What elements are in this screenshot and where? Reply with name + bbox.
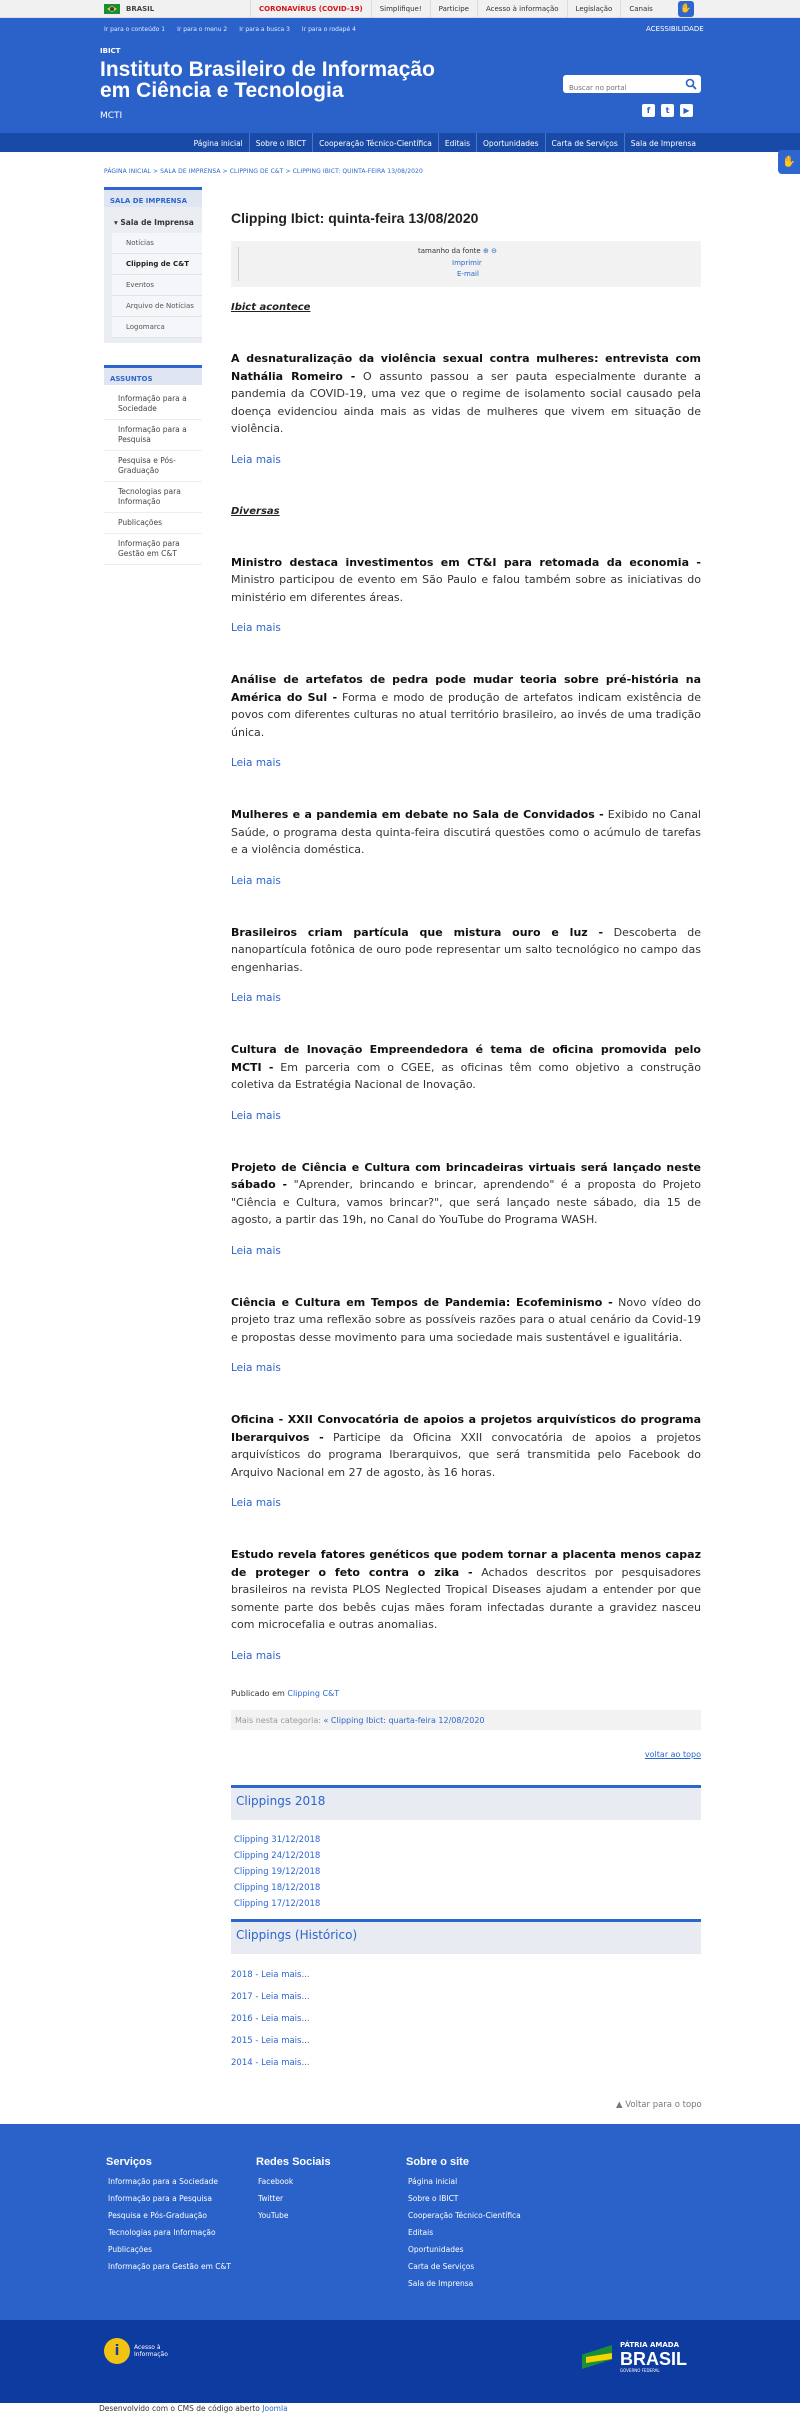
simplifique-link[interactable]: Simplifique! xyxy=(371,0,430,18)
footer-link[interactable]: Carta de Serviços xyxy=(408,2262,475,2271)
email-link[interactable]: E-mail xyxy=(457,270,479,278)
article-title: Projeto de Ciência e Cultura com brincadeiras virtuais será lançado neste sábado - xyxy=(231,1160,701,1191)
list-item[interactable]: Clipping 31/12/2018 xyxy=(234,1834,321,1845)
tools-divider xyxy=(238,247,239,281)
list-item[interactable]: Clipping 18/12/2018 xyxy=(234,1882,321,1893)
skip-to-search[interactable]: Ir para a busca 3 xyxy=(239,26,290,33)
article-summary: "Aprender, brincando e brincar, aprendendo" é a proposta do Projeto "Ciência e Cultura, vamos brincar?", que será lançado neste sábado, dia 15 de agosto, a partir das 19h, no Canal do YouTube do Programa WASH. xyxy=(231,1178,701,1226)
footer-link[interactable]: Informação para Gestão em C&T xyxy=(108,2262,231,2271)
sidebar-item-tecnologias[interactable]: Tecnologias para Informação xyxy=(104,482,202,513)
main-content xyxy=(231,187,701,2080)
footer-link[interactable]: Cooperação Técnico-Científica xyxy=(408,2211,521,2220)
article-summary: Novo vídeo do projeto traz uma reflexão sobre as possíveis razões para o atual cenário da Covid-19 e propostas desse movimento para uma sociedade mais sustentável e igualitária. xyxy=(231,1295,701,1344)
article-title: Oficina - XXII Convocatória de apoios a projetos arquivísticos do programa Iberarquivos - xyxy=(231,1413,701,1444)
read-more-link[interactable]: Leia mais xyxy=(231,1497,281,1509)
read-more-link[interactable]: Leia mais xyxy=(231,622,281,634)
site-subtitle: MCTI xyxy=(100,111,123,121)
footer-link[interactable]: Pesquisa e Pós-Graduação xyxy=(108,2211,207,2220)
read-more-link[interactable]: Leia mais xyxy=(231,1109,281,1122)
sidebar-item-eventos[interactable]: Eventos xyxy=(112,275,202,296)
sidebar-item-pos-graduacao[interactable]: Pesquisa e Pós-Graduação xyxy=(104,451,202,482)
article-item xyxy=(231,350,701,438)
footer-heading: Sobre o site xyxy=(406,2156,469,2168)
sidebar-item-publicacoes[interactable]: Publicações xyxy=(104,513,202,534)
article-item xyxy=(231,1294,701,1347)
section-heading: Ibict acontece xyxy=(231,302,311,313)
vlibras-icon[interactable]: ✋ xyxy=(678,1,694,17)
footer-redes-sociais xyxy=(256,2156,376,2228)
article-title: Cultura de Inovação Empreendedora é tema de oficina promovida pelo MCTI - xyxy=(231,1043,701,1074)
list-item[interactable]: Clipping 19/12/2018 xyxy=(234,1866,321,1877)
skip-to-footer[interactable]: Ir para o rodapé 4 xyxy=(301,26,356,33)
clippings-historic-header: Clippings (Histórico) xyxy=(231,1919,701,1954)
footer-link[interactable]: Publicações xyxy=(108,2245,153,2254)
font-size-control xyxy=(418,247,497,255)
footer-heading: Serviços xyxy=(106,2156,152,2168)
nav-cooperacao[interactable]: Cooperação Técnico-Científica xyxy=(312,133,438,152)
article-title: Mulheres e a pandemia em debate no Sala de Convidados - xyxy=(231,808,604,821)
read-more-link[interactable]: Leia mais xyxy=(231,453,281,466)
sidebar-item-sala-imprensa[interactable]: ▾ Sala de Imprensa xyxy=(114,218,194,227)
acesso-informacao-icon[interactable]: i xyxy=(104,2338,130,2364)
read-more-link[interactable]: Leia mais xyxy=(231,1649,281,1662)
sidebar-item-gestao[interactable]: Informação para Gestão em C&T xyxy=(104,534,202,565)
list-item[interactable]: 2015 - Leia mais... xyxy=(231,2035,310,2046)
search-box xyxy=(563,75,701,93)
search-input[interactable] xyxy=(563,79,679,97)
footer-link[interactable]: Página inicial xyxy=(408,2177,458,2186)
sidebar-press-menu xyxy=(104,207,202,343)
article-title: Brasileiros criam partícula que mistura ouro e luz - xyxy=(231,925,604,939)
article-summary: Em parceria com o CGEE, as oficinas têm como objetivo a construção coletiva da Estratégia Nacional de Inovação. xyxy=(231,1060,702,1091)
font-size-label: tamanho da fonte xyxy=(418,247,481,255)
article-summary: Achados descritos por pesquisadores brasileiros na revista PLOS Neglected Tropical Diseases ajudam a entender por que somente parte dos bebês cujas mães foram infectadas durante a gravidez nasceu com microcefalia e outras anomalias. xyxy=(231,1565,701,1631)
article-item xyxy=(231,671,701,741)
clippings-2018-header: Clippings 2018 xyxy=(231,1785,701,1820)
footer-link[interactable]: Twitter xyxy=(258,2194,284,2203)
article-item xyxy=(231,806,701,859)
article-item xyxy=(231,554,701,607)
list-item[interactable]: 2017 - Leia mais... xyxy=(231,1991,310,2002)
sidebar-subjects-header: ASSUNTOS xyxy=(104,365,202,385)
article-title: A desnaturalização da violência sexual contra mulheres: entrevista com Nathália Romeiro - xyxy=(231,352,701,383)
government-bar xyxy=(0,0,800,18)
search-icon[interactable] xyxy=(685,78,697,90)
site-header xyxy=(0,18,800,133)
covid-link[interactable]: CORONAVÍRUS (COVID-19) xyxy=(250,0,371,18)
article-item xyxy=(231,1041,701,1094)
social-icons xyxy=(642,104,693,117)
previous-clipping-link[interactable]: « Clipping Ibict: quarta-feira 12/08/2020 xyxy=(323,1715,485,1725)
sidebar-item-arquivo[interactable]: Arquivo de Notícias xyxy=(112,296,202,317)
read-more-link[interactable]: Leia mais xyxy=(231,1362,281,1374)
skip-links xyxy=(104,26,356,33)
list-item[interactable]: Clipping 17/12/2018 xyxy=(234,1898,321,1909)
footer-link[interactable]: Oportunidades xyxy=(408,2245,464,2254)
read-more-link[interactable]: Leia mais xyxy=(231,992,281,1004)
clippings-historic-list xyxy=(231,1954,701,2068)
patria-amada-brasil-logo[interactable] xyxy=(582,2339,692,2375)
article-summary: Forma e modo de produção de artefatos indicam existência de povos com diferentes culturas no atual território brasileiro, ao invés de uma tradição única. xyxy=(231,690,701,739)
sidebar-item-noticias[interactable]: Notícias xyxy=(112,233,202,254)
list-item[interactable]: 2014 - Leia mais... xyxy=(231,2057,310,2068)
left-sidebar xyxy=(104,187,202,569)
article-title: Ministro destaca investimentos em CT&I para retomada da economia - xyxy=(231,555,701,569)
youtube-icon[interactable]: ▶ xyxy=(680,104,693,117)
canais-link[interactable]: Canais xyxy=(620,0,661,18)
footer-link[interactable]: Informação para a Pesquisa xyxy=(108,2194,213,2203)
list-item[interactable]: 2016 - Leia mais... xyxy=(231,2013,310,2024)
list-item[interactable]: Clipping 24/12/2018 xyxy=(234,1850,321,1861)
government-links xyxy=(250,0,661,18)
list-item[interactable]: 2018 - Leia mais... xyxy=(231,1969,310,1980)
nav-sobre-ibict[interactable]: Sobre o IBICT xyxy=(249,133,312,152)
published-in xyxy=(231,1689,701,1698)
clippings-2018-list xyxy=(231,1820,701,1909)
skip-to-content[interactable]: Ir para o conteúdo 1 xyxy=(104,26,166,33)
zoom-in-icon[interactable]: ⊕ xyxy=(482,247,489,255)
article-title: Ciência e Cultura em Tempos de Pandemia: Ecofeminismo - xyxy=(231,1295,613,1309)
acesso-informacao-label xyxy=(134,2344,168,2358)
read-more-link[interactable]: Leia mais xyxy=(231,757,281,769)
more-in-category xyxy=(231,1710,701,1730)
brazil-flag-icon xyxy=(104,4,120,14)
section-heading: Diversas xyxy=(231,505,280,517)
sidebar-press-header: SALA DE IMPRENSA xyxy=(104,187,202,207)
main-navigation xyxy=(0,133,800,152)
participe-link[interactable]: Participe xyxy=(430,0,477,18)
nav-oportunidades[interactable]: Oportunidades xyxy=(476,133,545,152)
acesso-informacao-link[interactable]: Acesso à informação xyxy=(477,0,567,18)
article-title: Estudo revela fatores genéticos que podem tornar a placenta menos capaz de proteger o feto contra o zika - xyxy=(231,1548,701,1579)
sidebar-item-pesquisa[interactable]: Informação para a Pesquisa xyxy=(104,420,202,451)
sidebar-item-label: Sala de Imprensa xyxy=(120,218,194,227)
nav-sala-imprensa[interactable]: Sala de Imprensa xyxy=(624,133,702,152)
article-summary: Ministro participou de evento em São Paulo e falou também sobre as iniciativas do ministério em diferentes áreas. xyxy=(231,573,701,604)
nav-carta-servicos[interactable]: Carta de Serviços xyxy=(545,133,624,152)
sidebar-subjects-menu xyxy=(104,385,202,569)
sidebar-item-clipping[interactable]: Clipping de C&T xyxy=(112,254,202,275)
brasil-link[interactable]: BRASIL xyxy=(126,5,155,13)
article-item xyxy=(231,924,701,977)
accessibility-link[interactable]: ACESSIBILIDADE xyxy=(646,25,704,33)
footer-bottom xyxy=(0,2320,800,2403)
footer-link[interactable]: Sala de Imprensa xyxy=(408,2279,474,2288)
footer-link[interactable]: Sobre o IBICT xyxy=(408,2194,459,2203)
footer-link[interactable]: Editais xyxy=(408,2228,434,2237)
footer-link[interactable]: Tecnologias para Informação xyxy=(108,2228,216,2237)
article-summary: Exibido no Canal Saúde, o programa desta quinta-feira discutirá questões como o acúmulo de tarefas e a violência doméstica. xyxy=(231,808,701,856)
breadcrumb[interactable]: PÁGINA INICIAL > SALA DE IMPRENSA > CLIPPING DE C&T > CLIPPING IBICT: QUINTA-FEIRA 13/08/2020 xyxy=(104,168,423,175)
cms-credit xyxy=(99,2404,288,2413)
sidebar-item-logomarca[interactable]: Logomarca xyxy=(112,317,202,338)
arrow-up-icon: ▲ xyxy=(616,2100,623,2110)
voltar-topo-link[interactable] xyxy=(616,2100,702,2110)
article-summary: O assunto passou a ser pauta especialmente durante a pandemia da COVID-19, uma vez que o regime de isolamento social causado pela doença evidenciou ainda mais as vidas de mulheres que vivem em situação de violência. xyxy=(231,369,701,435)
footer-link[interactable]: Informação para a Sociedade xyxy=(108,2177,219,2186)
acesso-line1: Acesso à xyxy=(134,2344,161,2351)
footer-heading: Redes Sociais xyxy=(256,2156,331,2168)
article-tools xyxy=(231,241,701,287)
published-category-link[interactable]: Clipping C&T xyxy=(287,1688,340,1698)
article-item xyxy=(231,1411,701,1481)
patria-line3: GOVERNO FEDERAL xyxy=(620,2368,660,2373)
acesso-line2: Informação xyxy=(134,2351,168,2358)
article-item xyxy=(231,1546,701,1634)
article-item xyxy=(231,1159,701,1229)
footer-servicos xyxy=(106,2156,246,2279)
twitter-icon[interactable]: t xyxy=(661,104,674,117)
patria-line2: BRASIL xyxy=(620,2349,687,2369)
site-title-line2: em Ciência e Tecnologia xyxy=(100,79,344,102)
footer-link[interactable]: YouTube xyxy=(258,2211,289,2220)
joomla-link[interactable]: Joomla xyxy=(262,2404,288,2413)
footer xyxy=(0,2124,800,2320)
footer-link[interactable]: Facebook xyxy=(258,2177,294,2186)
credit-text: Desenvolvido com o CMS de código aberto xyxy=(99,2404,260,2413)
patria-line1: PÁTRIA AMADA xyxy=(620,2341,680,2349)
skip-to-menu[interactable]: Ir para o menu 2 xyxy=(177,26,228,33)
read-more-link[interactable]: Leia mais xyxy=(231,1244,281,1257)
zoom-out-icon[interactable]: ⊖ xyxy=(491,247,497,255)
published-label: Publicado em xyxy=(231,1688,285,1698)
nav-editais[interactable]: Editais xyxy=(438,133,476,152)
vlibras-widget-icon[interactable]: ✋ xyxy=(778,150,800,174)
article-summary: Descoberta de nanopartícula fotônica de ouro pode representar um salto tecnológico no campo das engenharias. xyxy=(231,925,701,974)
nav-pagina-inicial[interactable]: Página inicial xyxy=(193,139,243,148)
print-link[interactable]: Imprimir xyxy=(452,259,482,267)
footer-sobre-site xyxy=(406,2156,566,2296)
sidebar-item-sociedade[interactable]: Informação para a Sociedade xyxy=(104,389,202,420)
facebook-icon[interactable]: f xyxy=(642,104,655,117)
site-title-line1: Instituto Brasileiro de Informação xyxy=(100,58,435,81)
legislacao-link[interactable]: Legislação xyxy=(567,0,621,18)
read-more-link[interactable]: Leia mais xyxy=(231,874,281,887)
site-acronym: IBICT xyxy=(100,47,121,55)
site-title[interactable] xyxy=(100,59,520,101)
article-summary: Participe da Oficina XXII convocatória de apoios a projetos arquivísticos do programa Iberarquivos, que será transmitida pelo Facebook do Arquivo Nacional em 27 de agosto, às 16 horas. xyxy=(231,1430,701,1479)
voltar-topo-label: Voltar para o topo xyxy=(625,2100,702,2110)
article-title: Análise de artefatos de pedra pode mudar teoria sobre pré-história na América do Sul - xyxy=(231,673,701,704)
page-title: Clipping Ibict: quinta-feira 13/08/2020 xyxy=(231,210,479,226)
more-category-label: Mais nesta categoria: xyxy=(235,1715,321,1725)
back-to-top-link[interactable]: voltar ao topo xyxy=(644,1749,701,1759)
